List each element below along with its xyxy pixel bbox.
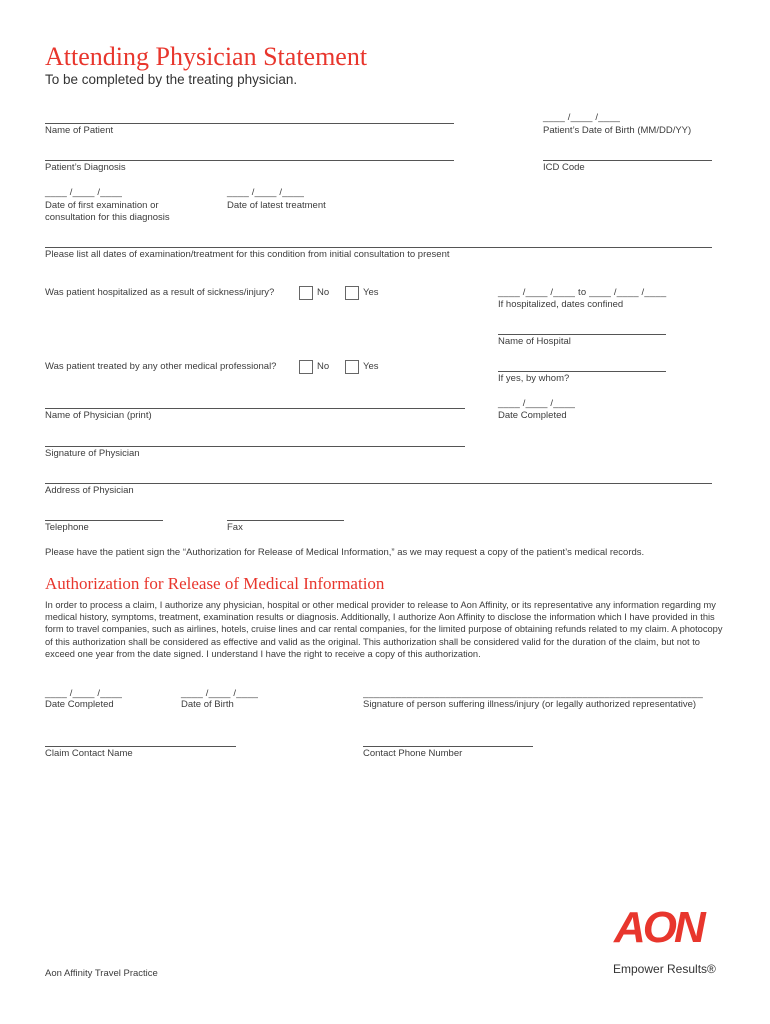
telephone-label: Telephone [45,522,89,533]
hospitalized-no-checkbox[interactable] [299,286,313,300]
physician-name-field[interactable] [45,408,465,409]
latest-treatment-date-field[interactable]: ____ /____ /____ [227,187,305,198]
icd-code-field[interactable] [543,160,712,161]
hospital-name-label: Name of Hospital [498,336,571,347]
claim-contact-field[interactable] [45,746,236,747]
hospital-name-field[interactable] [498,334,666,335]
hospital-dates-label: If hospitalized, dates confined [498,299,624,310]
auth-date-completed-field[interactable]: ____ /____ /____ [45,688,123,699]
other-professional-no-label: No [317,361,330,372]
patient-name-field[interactable] [45,123,454,124]
diagnosis-field[interactable] [45,160,454,161]
authorization-title: Authorization for Release of Medical Information [45,574,385,593]
hospitalized-question: Was patient hospitalized as a result of sickness/injury? [45,287,275,298]
fax-label: Fax [227,522,243,533]
all-dates-field[interactable] [45,247,712,248]
all-dates-label: Please list all dates of examination/treatment for this condition from initial consultation to present [45,249,450,260]
page-subtitle: To be completed by the treating physician. [45,72,298,87]
first-exam-date-label: Date of first examination or consultation for this diagnosis [45,200,170,223]
auth-date-completed-label: Date Completed [45,699,114,710]
physician-signature-label: Signature of Physician [45,448,140,459]
other-professional-question: Was patient treated by any other medical professional? [45,361,277,372]
patient-dob-label: Patient’s Date of Birth (MM/DD/YY) [543,125,692,136]
contact-phone-label: Contact Phone Number [363,748,463,759]
authorization-body: In order to process a claim, I authorize any physician, hospital or other medical provider to release to Aon Affinity, or its representative any information regarding my medical history, symptoms, treatment, examination results or diagnosis. Additionally, I authorize Aon Affinity to disclose the information which I have provided in this form to travel companies, such as airlines, hotels, cruise lines and car rental companies, for the limited purpose of obtaining refunds related to my claim. A photocopy of this authorization shall be considered as effective and valid as the original. This authorization shall be considered valid for the duration of the claim, but not to exceed one year from the date signed. I understand I have the right to receive a copy of this authorization. [45,600,723,659]
hospitalized-no-label: No [317,287,330,298]
physician-date-field[interactable]: ____ /____ /____ [498,398,576,409]
by-whom-field[interactable] [498,371,666,372]
icd-code-label: ICD Code [543,162,585,173]
telephone-field[interactable] [45,520,163,521]
auth-signature-field[interactable]: ______________________________________________________________ [363,688,703,699]
physician-address-field[interactable] [45,483,712,484]
auth-signature-label: Signature of person suffering illness/injury (or legally authorized representative) [363,699,697,710]
hospitalized-yes-checkbox[interactable] [345,286,359,300]
claim-contact-label: Claim Contact Name [45,748,133,759]
tagline: Empower Results® [613,962,716,976]
physician-signature-field[interactable] [45,446,465,447]
fax-field[interactable] [227,520,344,521]
patient-dob-field[interactable]: ____ /____ /____ [543,112,621,123]
physician-date-label: Date Completed [498,410,567,421]
physician-name-label: Name of Physician (print) [45,410,152,421]
patient-name-label: Name of Patient [45,125,114,136]
contact-phone-field[interactable] [363,746,533,747]
physician-address-label: Address of Physician [45,485,134,496]
aon-logo: AON [614,903,703,952]
other-professional-no-checkbox[interactable] [299,360,313,374]
hospitalized-yes-label: Yes [363,287,379,298]
auth-dob-label: Date of Birth [181,699,234,710]
auth-dob-field[interactable]: ____ /____ /____ [181,688,259,699]
page-title: Attending Physician Statement [45,42,368,71]
patient-sign-notice: Please have the patient sign the “Authorization for Release of Medical Information,” as we may request a copy of the patient’s medical records. [45,547,645,558]
other-professional-yes-label: Yes [363,361,379,372]
by-whom-label: If yes, by whom? [498,373,570,384]
diagnosis-label: Patient’s Diagnosis [45,162,126,173]
latest-treatment-date-label: Date of latest treatment [227,200,326,211]
first-exam-date-field[interactable]: ____ /____ /____ [45,187,123,198]
other-professional-yes-checkbox[interactable] [345,360,359,374]
hospital-dates-field[interactable]: ____ /____ /____ to ____ /____ /____ [498,287,667,298]
practice-name: Aon Affinity Travel Practice [45,968,158,979]
